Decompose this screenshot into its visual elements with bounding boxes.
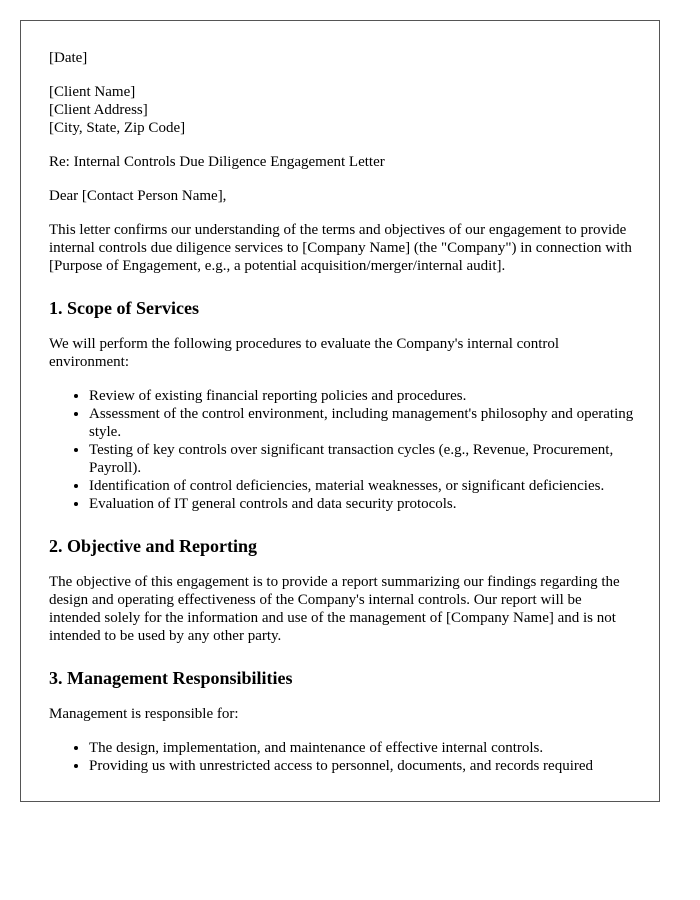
list-item: • Identification of control deficiencies, material weaknesses, or significant deficiencies.	[89, 477, 635, 495]
letter-salutation: Dear [Contact Person Name],	[49, 188, 227, 204]
list-item: • Assessment of the control environment, including management's philosophy and operating style.	[89, 405, 635, 441]
list-item: • Providing us with unrestricted access to personnel, documents, and records required	[89, 757, 635, 775]
section-heading-objective: 2. Objective and Reporting	[49, 536, 257, 556]
letter-intro: This letter confirms our understanding of the terms and objectives of our engagement to provide internal controls due diligence services to [Company Name] (the "Company") in connection with [Purpose of Engagement, e.g., a potential acquisition/merger/internal audit].	[49, 222, 632, 274]
list-item: • Review of existing financial reporting policies and procedures.	[89, 387, 635, 405]
client-address-block	[49, 83, 635, 137]
scope-list	[49, 387, 635, 513]
letter-subject: Re: Internal Controls Due Diligence Engagement Letter	[49, 154, 385, 170]
letter-date: [Date]	[49, 50, 88, 66]
letter-content	[49, 49, 635, 791]
client-address: [Client Address]	[49, 102, 148, 118]
management-list	[49, 739, 635, 775]
list-item: • Testing of key controls over significant transaction cycles (e.g., Revenue, Procurement, Payroll).	[89, 441, 635, 477]
section-paragraph-management: Management is responsible for:	[49, 706, 239, 722]
section-heading-scope: 1. Scope of Services	[49, 298, 199, 318]
section-paragraph-objective: The objective of this engagement is to provide a report summarizing our findings regarding the design and operating effectiveness of the Company's internal controls. Our report will be intended solely for the information and use of the management of [Company Name] and is not intended to be used by any other party.	[49, 574, 620, 644]
list-item: • The design, implementation, and maintenance of effective internal controls.	[89, 739, 635, 757]
section-heading-management: 3. Management Responsibilities	[49, 668, 293, 688]
client-name: [Client Name]	[49, 84, 136, 100]
client-city-state-zip: [City, State, Zip Code]	[49, 120, 186, 136]
letter-page	[20, 20, 660, 802]
section-paragraph-scope: We will perform the following procedures to evaluate the Company's internal control environment:	[49, 336, 560, 370]
list-item: • Evaluation of IT general controls and data security protocols.	[89, 495, 635, 513]
